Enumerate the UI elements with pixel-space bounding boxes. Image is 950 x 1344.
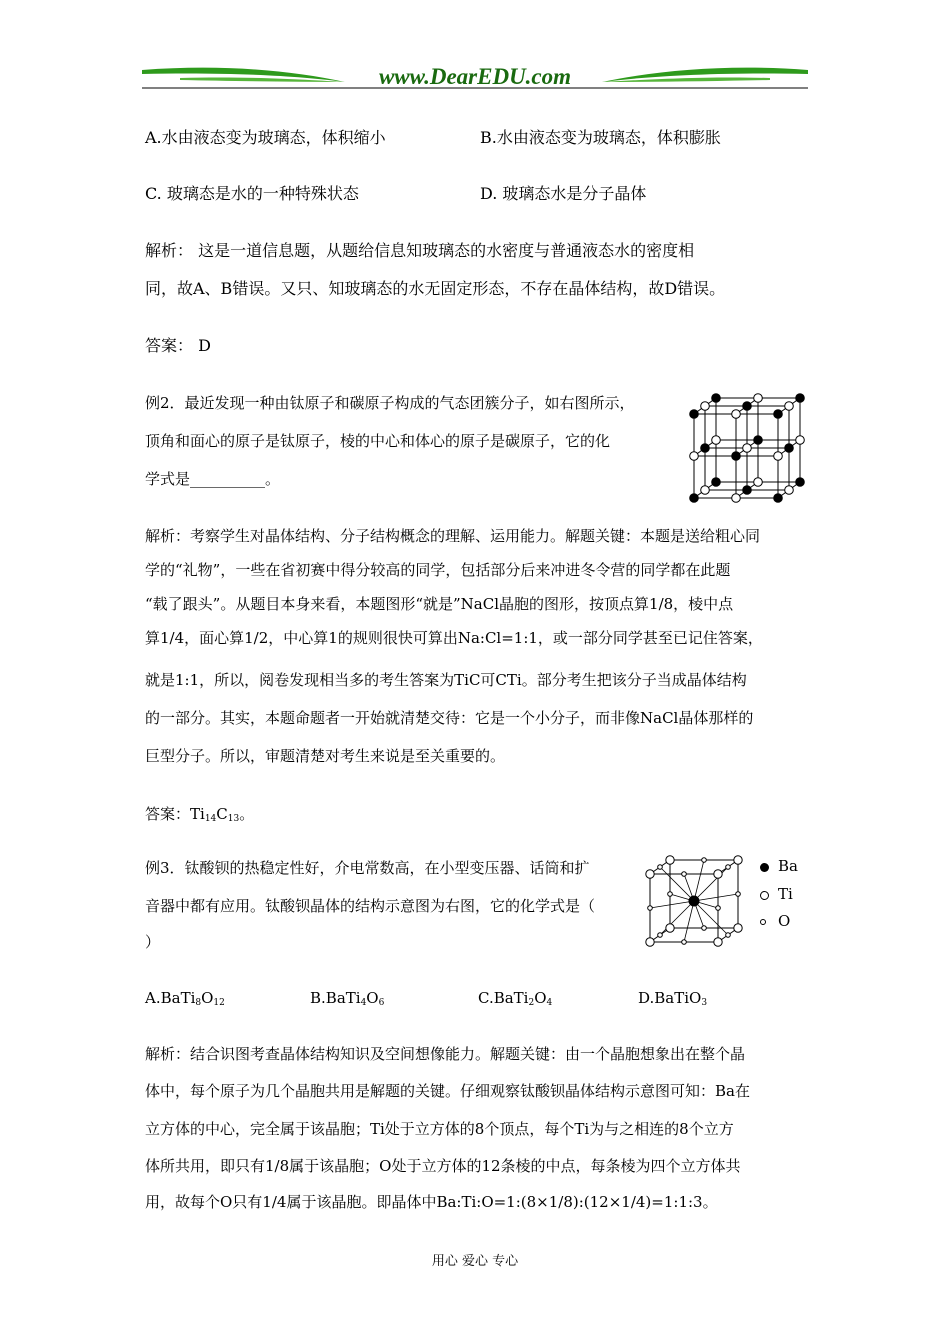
ba-o-bond [694,867,728,901]
o-atom [736,892,741,897]
q3-analysis-line5: 用，故每个O只有1/4属于该晶胞。即晶体中Ba:Ti:O=1:(8×1/8):(12×1/4)=1:1:3。 [145,1193,718,1211]
ba-o-bond [694,894,738,901]
option-d: D. 玻璃态水是分子晶体 [480,184,647,203]
q3-line3: ） [145,933,161,951]
q1-analysis-line1: 解析： 这是一道信息题，从题给信息知玻璃态的水密度与普通液态水的密度相 [145,241,695,260]
c-atom [743,444,752,453]
q2-analysis-line4: 算1/4，面心算1/2，中心算1的规则很快可算出Na:Cl=1:1，或一部分同学甚至已记住答案， [145,629,763,647]
q3-option-c-mid: O [534,989,547,1007]
ba-o-bond [660,901,694,935]
q3-option-b-sub2: 6 [378,998,385,1008]
ti-atom [796,394,805,403]
ti-atom [712,394,721,403]
q2-analysis-line7: 巨型分子。所以，审题清楚对考生来说是至关重要的。 [145,747,506,765]
c-atom [701,402,710,411]
o-atom [668,892,673,897]
c-atom [796,436,805,445]
ti-atom [714,870,722,878]
q3-line1: 例3．钛酸钡的热稳定性好，介电常数高，在小型变压器、话筒和扩 [145,859,590,877]
ti-atom [774,410,783,419]
o-atom [682,872,687,877]
o-atom [648,906,653,911]
q3-analysis-line4: 体所共用，即只有1/8属于该晶胞；O处于立方体的12条棱的中点，每条棱为四个立方体共 [145,1157,741,1175]
q3-option-a-sub2: 12 [213,998,225,1008]
c-atom [732,494,741,503]
q2-analysis-line5: 就是1:1，所以，阅卷发现相当多的考生答案为TiC可CTi。部分考生把该分子当成晶体结构 [145,671,747,689]
c-atom [754,478,763,487]
q2-answer-prefix: 答案：Ti [145,805,205,823]
c-atom [785,486,794,495]
ti-atom [646,870,654,878]
q3-analysis-line3: 立方体的中心，完全属于该晶胞；Ti处于立方体的8个顶点，每个Ti为与之相连的8个立方 [145,1120,734,1138]
q3-option-a [145,988,225,1011]
q2-answer [145,804,254,827]
ti-atom [712,478,721,487]
o-legend-icon [760,919,766,925]
legend-ba-label: Ba [778,857,798,875]
ti-atom [754,436,763,445]
ba-legend-icon [760,863,769,872]
ti-atom [732,452,741,461]
c-atom [712,436,721,445]
q3-option-c-sub1: 2 [528,998,535,1008]
q3-option-d [638,988,707,1011]
o-atom [726,933,731,938]
c-atom [690,452,699,461]
o-atom [702,858,707,863]
q3-option-b-sub1: 4 [360,998,367,1008]
o-atom [682,940,687,945]
legend-ti [760,885,793,903]
ba-o-bond [650,901,694,908]
q3-option-a-mid: O [201,989,214,1007]
q2-answer-suffix: 。 [239,805,255,823]
ti-atom [714,938,722,946]
q2-analysis-line6: 的一部分。其实，本题命题者一开始就清楚交待：它是一个小分子，而非像NaCl晶体那样的 [145,709,754,727]
ti-atom [785,444,794,453]
q2-line2: 顶角和面心的原子是钛原子，棱的中心和体心的原子是碳原子，它的化 [145,432,611,450]
c-atom [701,486,710,495]
q3-option-b-pre: B.BaTi [310,989,361,1007]
c-atom [774,452,783,461]
q3-option-c-sub2: 4 [546,998,553,1008]
ba-atom [689,896,700,907]
legend-ba [760,857,798,875]
q3-option-c [478,988,552,1011]
ti-c-cluster-diagram [686,388,810,506]
ti-atom [701,444,710,453]
ti-atom [690,410,699,419]
option-b: B.水由液态变为玻璃态，体积膨胀 [480,128,721,147]
q2-answer-mid: C [216,805,228,823]
q3-option-c-pre: C.BaTi [478,989,529,1007]
q2-analysis-line3: “载了跟头”。从题目本身来看，本题图形“就是”NaCl晶胞的图形，按顶点算1/8，棱中点 [145,595,734,613]
q3-option-d-sub1: 3 [701,998,708,1008]
ti-atom [734,924,742,932]
q2-line1: 例2．最近发现一种由钛原子和碳原子构成的气态团簇分子，如右图所示， [145,394,635,412]
q2-answer-sub1: 14 [204,814,217,824]
q3-line2: 音器中都有应用。钛酸钡晶体的结构示意图为右图，它的化学式是（ [145,897,596,915]
q2-answer-sub2: 13 [227,814,240,824]
o-atom [716,906,721,911]
legend-o-label: O [778,912,791,930]
q3-analysis-line2: 体中，每个原子为几个晶胞共用是解题的关键。仔细观察钛酸钡晶体结构示意图可知：Ba在 [145,1082,750,1100]
q2-analysis-line1: 解析：考察学生对晶体结构、分子结构概念的理解、运用能力。解题关键：本题是送给粗心同 [145,527,761,545]
o-atom [658,933,663,938]
legend-o [760,912,790,930]
o-atom [702,926,707,931]
ti-atom [666,924,674,932]
batio3-structure-diagram [640,832,752,950]
ti-atom [743,402,752,411]
ti-atom [646,938,654,946]
q3-option-b-mid: O [366,989,379,1007]
q3-analysis-line1: 解析：结合识图考查晶体结构知识及空间想像能力。解题关键：由一个晶胞想象出在整个晶 [145,1045,746,1063]
option-a: A.水由液态变为玻璃态，体积缩小 [145,128,386,147]
q1-answer: 答案： D [145,336,211,355]
q2-analysis-line2: 学的“礼物”，一些在省初赛中得分较高的同学，包括部分后来冲进冬令营的同学都在此题 [145,561,731,579]
header-banner [140,62,810,94]
q3-option-a-sub1: 8 [195,998,202,1008]
ti-atom [666,856,674,864]
ti-legend-icon [760,891,769,900]
site-title: www.DearEDU.com [378,64,572,89]
q3-option-b [310,988,384,1011]
page-footer: 用心 爱心 专心 [431,1254,519,1269]
o-atom [726,865,731,870]
q3-option-d-pre: D.BaTiO [638,989,702,1007]
ti-atom [774,494,783,503]
ti-atom [743,486,752,495]
c-atom [754,394,763,403]
option-c: C. 玻璃态是水的一种特殊状态 [145,184,359,203]
c-atom [785,402,794,411]
ba-o-bond [694,860,704,901]
ti-atom [690,494,699,503]
ba-o-bond [684,901,694,942]
ti-atom [796,478,805,487]
legend-ti-label: Ti [778,885,793,903]
q3-option-a-pre: A.BaTi [145,989,196,1007]
q1-analysis-line2: 同，故A、B错误。又只、知玻璃态的水无固定形态，不存在晶体结构，故D错误。 [145,279,726,298]
q2-line3: 学式是__________。 [145,470,281,488]
ti-atom [734,856,742,864]
o-atom [658,865,663,870]
c-atom [732,410,741,419]
